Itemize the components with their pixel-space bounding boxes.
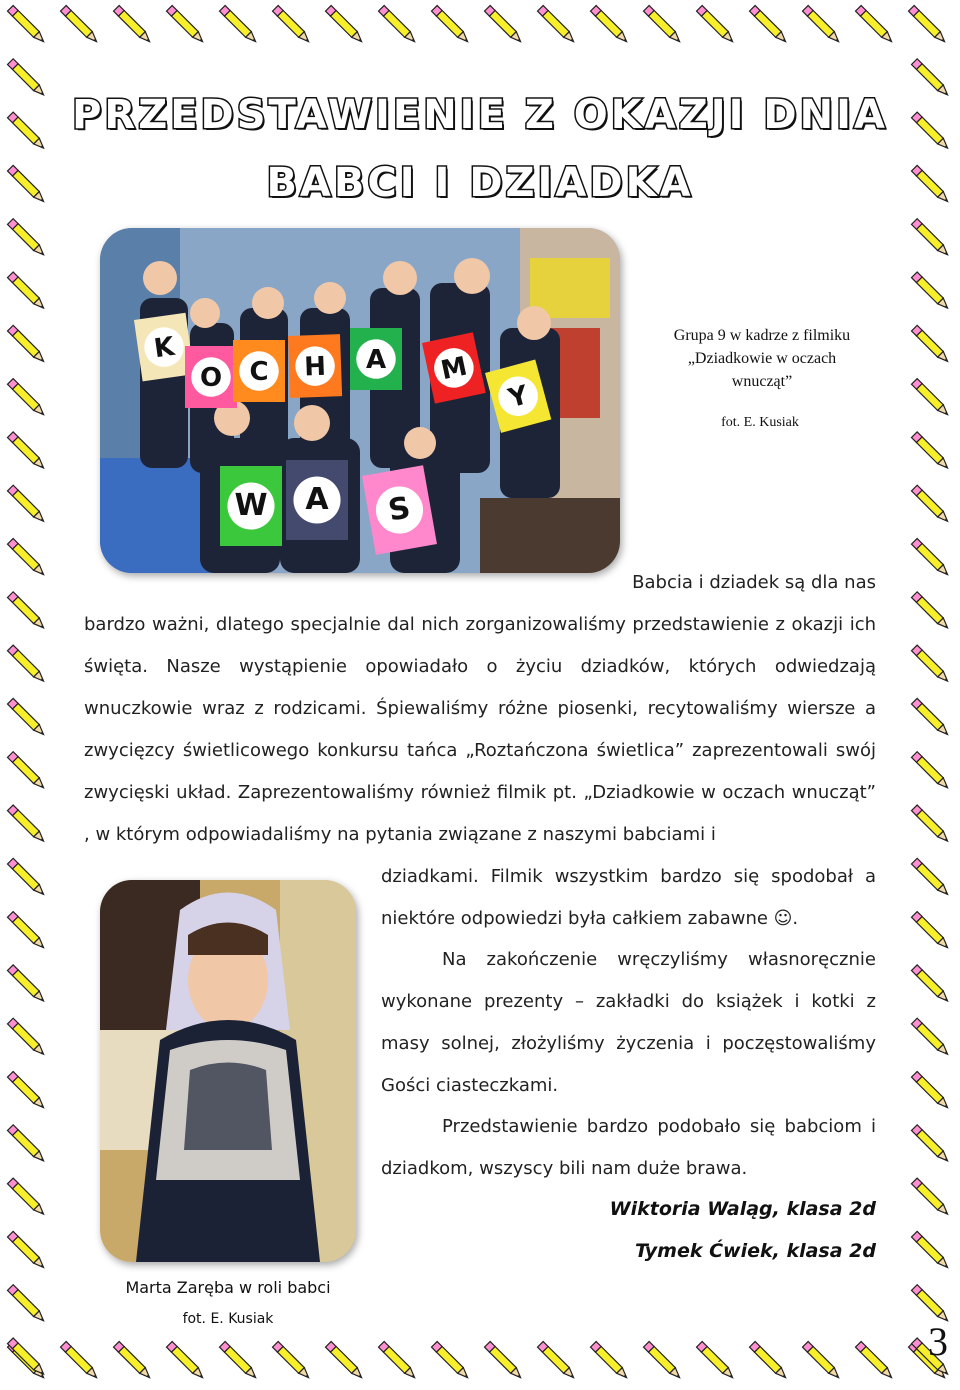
pencil-icon [7, 1018, 46, 1057]
pencil-icon [911, 1071, 950, 1110]
pencil-icon [643, 1341, 682, 1380]
article-paragraph-1-end: dziadkami. Filmik wszystkim bardzo się spodobał a niektóre odpowiedzi była całkiem zabawne ☺. [381, 866, 876, 929]
group-photo-caption-line2: „Dziadkowie w oczach [687, 350, 837, 367]
pencil-icon [325, 5, 364, 44]
pencil-icon [802, 5, 841, 44]
pencil-icon [7, 432, 46, 471]
author-signature-1: Wiktoria Waląg, klasa 2d [609, 1198, 876, 1220]
pencil-icon [7, 1071, 46, 1110]
pencil-icon [7, 219, 46, 258]
pencil-icon [272, 1341, 311, 1380]
letter-card [233, 340, 285, 402]
pencil-icon [908, 5, 947, 44]
pencil-icon [60, 1341, 99, 1380]
grandma-role-photo [100, 880, 356, 1262]
pencil-icon [166, 1341, 205, 1380]
pencil-icon [7, 752, 46, 791]
pencil-icon [749, 1341, 788, 1380]
pencil-icon [7, 805, 46, 844]
pencil-icon [113, 5, 152, 44]
pencil-icon [7, 1338, 46, 1377]
page-title-line1: PRZEDSTAWIENIE Z OKAZJI DNIA [72, 92, 888, 138]
grandma-photo-credit: fot. E. Kusiak [182, 1311, 274, 1327]
pencil-icon [590, 1341, 629, 1380]
pencil-icon [7, 272, 46, 311]
pencil-icon [378, 5, 417, 44]
pencil-icon [911, 965, 950, 1004]
pencil-icon [911, 1125, 950, 1164]
pencil-icon [7, 485, 46, 524]
pencil-icon [802, 1341, 841, 1380]
group-photo-credit: fot. E. Kusiak [721, 415, 799, 430]
letter-card-text: C [249, 357, 269, 387]
pencil-icon [696, 5, 735, 44]
article-intro: Babcia i dziadek są dla nas [632, 572, 876, 593]
pencil-icon [537, 1341, 576, 1380]
letter-card-text: Y [505, 380, 532, 415]
letter-card [288, 334, 342, 398]
pencil-icon [855, 1341, 894, 1380]
pencil-icon [643, 5, 682, 44]
pencil-icon [911, 912, 950, 951]
pencil-icon [7, 1125, 46, 1164]
letter-card [286, 460, 348, 540]
pencil-icon [911, 1018, 950, 1057]
pencil-icon [431, 5, 470, 44]
pencil-icon [911, 379, 950, 418]
pencil-icon [696, 1341, 735, 1380]
letter-card-text: H [303, 351, 327, 383]
pencil-icon [7, 592, 46, 631]
letter-card-text: K [152, 331, 177, 365]
pencil-icon [60, 5, 99, 44]
pencil-icon [911, 538, 950, 577]
pencil-icon [7, 1178, 46, 1217]
pencil-icon [911, 1231, 950, 1270]
pencil-icon [911, 592, 950, 631]
pencil-icon [7, 965, 46, 1004]
letter-card [350, 328, 402, 390]
pencil-icon [7, 379, 46, 418]
pencil-icon [911, 645, 950, 684]
pencil-icon [911, 858, 950, 897]
pencil-icon [590, 5, 629, 44]
letter-card-text: M [438, 351, 470, 387]
pencil-icon [749, 5, 788, 44]
pencil-icon [166, 5, 205, 44]
article-paragraph-3: Przedstawienie bardzo podobało się babciom i dziadkom, wszyscy bili nam duże brawa. [381, 1116, 876, 1179]
pencil-icon [537, 5, 576, 44]
page-title-line2: BABCI I DZIADKA [266, 160, 694, 206]
letter-card-text: A [305, 482, 329, 517]
group-photo [100, 228, 620, 573]
letter-card [220, 466, 282, 546]
article-paragraph-1: bardzo ważni, dlatego specjalnie dal nich zorganizowaliśmy przedstawienie z okazji ich święta. Nasze wystąpienie opowiadało o życiu dziadków, których odwiedzają wnuczkowie wraz z rodzicami. Śpiewaliśmy różne piosenki, recytowaliśmy wiersze a zwycięzcy świetlicowego konkursu tańca „Roztańczona świetlica” zaprezentowali swój zwycięski układ. Zaprezentowaliśmy również filmik pt. „Dziadkowie w oczach wnucząt” , w którym odpowiadaliśmy na pytania związane z naszymi babciami i [84, 614, 876, 845]
pencil-icon [272, 5, 311, 44]
letter-card [185, 346, 237, 408]
pencil-icon [7, 645, 46, 684]
author-signature-2: Tymek Ćwiek, klasa 2d [634, 1240, 876, 1262]
pencil-icon [484, 5, 523, 44]
pencil-icon [378, 1341, 417, 1380]
pencil-icon [911, 805, 950, 844]
letter-card-text: A [365, 345, 387, 375]
pencil-icon [7, 1285, 46, 1324]
letter-card-text: W [234, 488, 268, 523]
pencil-icon [219, 5, 258, 44]
pencil-icon [219, 1341, 258, 1380]
pencil-icon [7, 1231, 46, 1270]
pencil-icon [7, 5, 46, 44]
pencil-icon [7, 912, 46, 951]
pencil-icon [431, 1341, 470, 1380]
group-photo-caption-line1: Grupa 9 w kadrze z filmiku [673, 327, 851, 344]
pencil-icon [325, 1341, 364, 1380]
pencil-icon [911, 698, 950, 737]
letter-card-text: S [385, 490, 414, 529]
pencil-icon [911, 485, 950, 524]
article-paragraph-2: Na zakończenie wręczyliśmy własnoręcznie wykonane prezenty – zakładki do książek i kotki z masy solnej, złożyliśmy życzenia i poczęstowaliśmy Gości ciasteczkami. [381, 949, 876, 1096]
pencil-icon [7, 325, 46, 364]
pencil-icon [911, 1178, 950, 1217]
letter-card-text: O [199, 363, 223, 393]
pencil-icon [855, 5, 894, 44]
pencil-icon [911, 432, 950, 471]
pencil-icon [911, 219, 950, 258]
grandma-photo-caption: Marta Zaręba w roli babci [125, 1278, 331, 1297]
pencil-icon [7, 858, 46, 897]
pencil-icon [911, 272, 950, 311]
pencil-icon [911, 752, 950, 791]
pencil-icon [113, 1341, 152, 1380]
pencil-icon [7, 538, 46, 577]
pencil-icon [7, 698, 46, 737]
group-photo-caption-line3: wnucząt” [731, 373, 793, 390]
pencil-icon [484, 1341, 523, 1380]
page-number: 3 [928, 1319, 948, 1364]
pencil-icon [911, 325, 950, 364]
